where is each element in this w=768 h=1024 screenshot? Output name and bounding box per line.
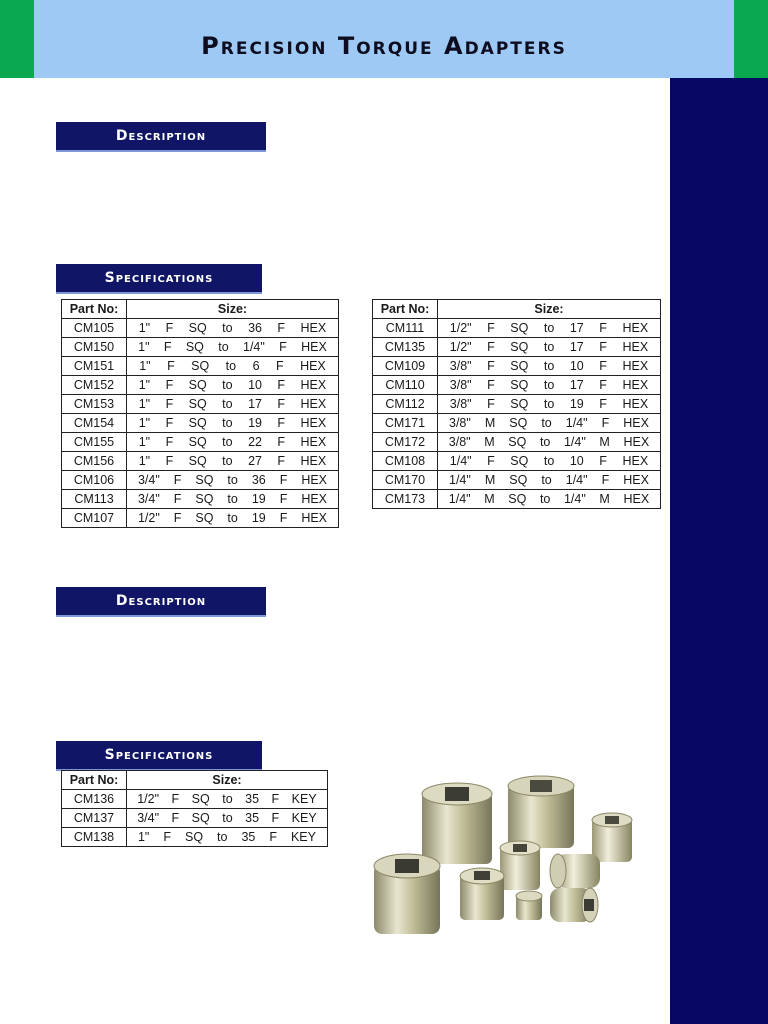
size-token: 1/4" bbox=[563, 435, 586, 449]
socket-medium-center bbox=[500, 841, 540, 890]
size-token: to bbox=[227, 511, 238, 525]
size-token: 17 bbox=[248, 397, 262, 411]
size-token: F bbox=[599, 378, 607, 392]
size-token: to bbox=[222, 397, 233, 411]
part-no-header: Part No: bbox=[62, 771, 127, 790]
size-token: F bbox=[275, 359, 284, 373]
size-token: HEX bbox=[301, 473, 328, 487]
size-token: SQ bbox=[508, 435, 527, 449]
size-token: F bbox=[599, 359, 607, 373]
table-row bbox=[62, 433, 339, 452]
size-token: SQ bbox=[195, 492, 214, 506]
size-token: HEX bbox=[301, 511, 328, 525]
size-token: HEX bbox=[300, 435, 327, 449]
size-token: SQ bbox=[510, 397, 529, 411]
part-no-cell: CM172 bbox=[373, 433, 438, 452]
size-token: HEX bbox=[622, 378, 649, 392]
size-token: F bbox=[599, 321, 607, 335]
size-token: F bbox=[277, 321, 286, 335]
section-header-specifications-1: Specifications bbox=[56, 264, 262, 294]
table-row bbox=[373, 395, 661, 414]
size-token: to bbox=[222, 378, 233, 392]
part-no-cell: CM150 bbox=[62, 338, 127, 357]
size-cell bbox=[438, 471, 661, 490]
size-token: to bbox=[543, 378, 555, 392]
size-token: 10 bbox=[248, 378, 262, 392]
part-no-cell: CM110 bbox=[373, 376, 438, 395]
socket-medium-front bbox=[460, 868, 504, 920]
part-no-cell: CM107 bbox=[62, 509, 127, 528]
size-cell bbox=[127, 414, 339, 433]
size-token: to bbox=[541, 416, 552, 430]
part-no-cell: CM137 bbox=[62, 809, 127, 828]
part-no-cell: CM138 bbox=[62, 828, 127, 847]
table-row bbox=[373, 490, 661, 509]
part-no-cell: CM152 bbox=[62, 376, 127, 395]
size-token: to bbox=[225, 359, 237, 373]
size-token: F bbox=[269, 830, 277, 844]
size-token: F bbox=[277, 416, 286, 430]
size-token: SQ bbox=[191, 792, 210, 806]
socket-large-back-left bbox=[422, 783, 492, 864]
size-cell bbox=[127, 433, 339, 452]
spec-table-2 bbox=[372, 299, 661, 509]
table-header-row bbox=[373, 300, 661, 319]
table-row bbox=[373, 414, 661, 433]
size-token: F bbox=[487, 454, 495, 468]
size-token: F bbox=[165, 454, 174, 468]
table-header-row bbox=[62, 300, 339, 319]
size-token: M bbox=[484, 473, 496, 487]
part-no-cell: CM112 bbox=[373, 395, 438, 414]
part-no-cell: CM170 bbox=[373, 471, 438, 490]
size-cell bbox=[127, 828, 328, 847]
size-token: 35 bbox=[245, 811, 260, 825]
size-token: 27 bbox=[248, 454, 262, 468]
size-token: HEX bbox=[623, 492, 650, 506]
size-cell bbox=[438, 376, 661, 395]
size-token: to bbox=[543, 454, 555, 468]
size-token: HEX bbox=[300, 454, 327, 468]
size-token: to bbox=[227, 492, 238, 506]
size-token: SQ bbox=[188, 397, 207, 411]
size-token: M bbox=[599, 492, 610, 506]
size-cell bbox=[438, 319, 661, 338]
size-token: HEX bbox=[300, 378, 327, 392]
size-token: F bbox=[599, 454, 607, 468]
size-token: to bbox=[539, 435, 551, 449]
size-token: KEY bbox=[291, 792, 317, 806]
size-token: to bbox=[227, 473, 238, 487]
size-token: F bbox=[173, 473, 182, 487]
size-token: F bbox=[277, 435, 286, 449]
size-token: HEX bbox=[623, 435, 650, 449]
section-header-description-1: Description bbox=[56, 122, 266, 152]
size-token: SQ bbox=[191, 359, 210, 373]
part-no-header: Part No: bbox=[62, 300, 127, 319]
size-token: to bbox=[539, 492, 551, 506]
size-cell bbox=[127, 338, 339, 357]
size-token: F bbox=[163, 340, 172, 354]
size-token: 1" bbox=[138, 378, 151, 392]
socket-lying-right bbox=[550, 854, 600, 888]
table-header-row bbox=[62, 771, 328, 790]
size-token: to bbox=[222, 811, 233, 825]
size-cell bbox=[438, 357, 661, 376]
size-token: F bbox=[279, 340, 287, 354]
size-token: 1/2" bbox=[137, 792, 160, 806]
size-token: 19 bbox=[251, 492, 266, 506]
size-token: SQ bbox=[195, 511, 214, 525]
size-token: F bbox=[173, 511, 182, 525]
size-token: F bbox=[487, 359, 495, 373]
table-row bbox=[62, 452, 339, 471]
part-no-cell: CM135 bbox=[373, 338, 438, 357]
size-token: to bbox=[222, 435, 233, 449]
size-token: HEX bbox=[300, 397, 327, 411]
size-token: F bbox=[279, 511, 288, 525]
part-no-cell: CM109 bbox=[373, 357, 438, 376]
size-token: HEX bbox=[622, 359, 649, 373]
table-row bbox=[62, 471, 339, 490]
size-token: F bbox=[277, 454, 286, 468]
size-token: F bbox=[277, 378, 286, 392]
part-no-cell: CM156 bbox=[62, 452, 127, 471]
size-token: 1/4" bbox=[449, 454, 472, 468]
size-token: F bbox=[601, 473, 610, 487]
size-token: 1" bbox=[138, 435, 151, 449]
part-no-cell: CM113 bbox=[62, 490, 127, 509]
size-token: HEX bbox=[622, 397, 649, 411]
size-cell bbox=[438, 414, 661, 433]
table-row bbox=[373, 338, 661, 357]
size-token: 1/4" bbox=[565, 473, 588, 487]
size-token: SQ bbox=[185, 340, 204, 354]
size-token: to bbox=[543, 321, 555, 335]
size-token: to bbox=[222, 321, 233, 335]
size-token: 1/4" bbox=[565, 416, 588, 430]
size-token: 1" bbox=[138, 397, 151, 411]
table-row bbox=[62, 376, 339, 395]
socket-small-front bbox=[516, 891, 542, 920]
size-token: M bbox=[484, 492, 495, 506]
size-token: to bbox=[222, 792, 233, 806]
size-token: 1/4" bbox=[448, 492, 471, 506]
size-token: SQ bbox=[509, 473, 528, 487]
part-no-cell: CM171 bbox=[373, 414, 438, 433]
size-token: F bbox=[599, 397, 607, 411]
size-token: HEX bbox=[300, 359, 326, 373]
size-token: SQ bbox=[509, 416, 528, 430]
size-token: SQ bbox=[510, 321, 529, 335]
size-token: M bbox=[484, 435, 495, 449]
size-token: to bbox=[543, 359, 555, 373]
size-token: 19 bbox=[251, 511, 266, 525]
size-token: 1/4" bbox=[563, 492, 586, 506]
size-token: F bbox=[487, 321, 495, 335]
table-row bbox=[62, 395, 339, 414]
size-token: 10 bbox=[569, 454, 584, 468]
size-token: M bbox=[484, 416, 496, 430]
socket-small-right bbox=[592, 813, 632, 862]
socket-large-back-right bbox=[508, 776, 574, 848]
table-row bbox=[62, 357, 339, 376]
size-header: Size: bbox=[127, 771, 328, 790]
size-token: 3/4" bbox=[137, 473, 160, 487]
size-token: SQ bbox=[195, 473, 214, 487]
size-token: 1" bbox=[138, 454, 151, 468]
size-token: SQ bbox=[508, 492, 527, 506]
table-row bbox=[373, 471, 661, 490]
size-token: HEX bbox=[301, 492, 328, 506]
size-token: F bbox=[173, 492, 182, 506]
size-token: F bbox=[165, 435, 174, 449]
size-token: 3/8" bbox=[448, 435, 471, 449]
size-token: F bbox=[487, 397, 495, 411]
size-token: KEY bbox=[290, 830, 316, 844]
size-token: F bbox=[163, 830, 171, 844]
table-row bbox=[62, 790, 328, 809]
size-cell bbox=[127, 790, 328, 809]
size-token: SQ bbox=[188, 454, 207, 468]
size-token: HEX bbox=[622, 321, 649, 335]
size-token: F bbox=[165, 321, 174, 335]
size-token: 3/8" bbox=[449, 416, 471, 430]
size-token: 17 bbox=[569, 340, 584, 354]
size-token: to bbox=[541, 473, 552, 487]
size-token: 3/8" bbox=[449, 397, 472, 411]
size-cell bbox=[127, 357, 339, 376]
adapters-product-photo bbox=[360, 770, 650, 960]
size-token: 35 bbox=[241, 830, 256, 844]
size-token: to bbox=[222, 454, 233, 468]
size-token: 3/4" bbox=[137, 811, 160, 825]
size-token: F bbox=[165, 416, 174, 430]
size-token: 1" bbox=[138, 340, 150, 354]
size-token: KEY bbox=[291, 811, 317, 825]
part-no-cell: CM111 bbox=[373, 319, 438, 338]
size-cell bbox=[127, 471, 339, 490]
socket-front-left bbox=[374, 854, 440, 934]
size-header: Size: bbox=[127, 300, 339, 319]
size-token: 36 bbox=[251, 473, 266, 487]
size-cell bbox=[438, 452, 661, 471]
size-cell bbox=[127, 809, 328, 828]
size-token: 1" bbox=[138, 321, 151, 335]
size-token: SQ bbox=[510, 340, 529, 354]
part-no-cell: CM105 bbox=[62, 319, 127, 338]
size-token: 19 bbox=[248, 416, 262, 430]
spec-table-3 bbox=[61, 770, 328, 847]
size-token: F bbox=[165, 378, 174, 392]
spec-table-1 bbox=[61, 299, 339, 528]
size-token: HEX bbox=[623, 416, 649, 430]
size-cell bbox=[438, 433, 661, 452]
size-token: SQ bbox=[188, 378, 207, 392]
size-token: M bbox=[599, 435, 610, 449]
size-token: to bbox=[222, 416, 233, 430]
part-no-header: Part No: bbox=[373, 300, 438, 319]
part-no-cell: CM155 bbox=[62, 433, 127, 452]
table-row bbox=[373, 433, 661, 452]
size-token: 17 bbox=[569, 378, 584, 392]
size-token: F bbox=[279, 473, 288, 487]
part-no-cell: CM151 bbox=[62, 357, 127, 376]
size-token: 22 bbox=[248, 435, 262, 449]
size-token: to bbox=[543, 340, 555, 354]
size-token: 3/8" bbox=[449, 378, 472, 392]
size-token: 1" bbox=[138, 416, 151, 430]
size-token: HEX bbox=[622, 340, 649, 354]
size-token: SQ bbox=[510, 359, 529, 373]
table-row bbox=[62, 490, 339, 509]
part-no-cell: CM154 bbox=[62, 414, 127, 433]
size-token: SQ bbox=[188, 416, 207, 430]
socket-lying-front bbox=[550, 888, 598, 922]
size-token: 1/4" bbox=[449, 473, 471, 487]
side-bar-decoration bbox=[670, 78, 768, 1024]
size-token: 17 bbox=[569, 321, 584, 335]
size-cell bbox=[127, 395, 339, 414]
size-token: HEX bbox=[300, 416, 327, 430]
size-token: F bbox=[279, 492, 288, 506]
size-token: to bbox=[218, 340, 229, 354]
size-cell bbox=[127, 452, 339, 471]
size-token: 6 bbox=[252, 359, 260, 373]
size-token: 1" bbox=[137, 830, 150, 844]
size-cell bbox=[438, 490, 661, 509]
table-row bbox=[62, 319, 339, 338]
size-token: SQ bbox=[510, 378, 529, 392]
table-row bbox=[373, 319, 661, 338]
table-row bbox=[62, 509, 339, 528]
table-row bbox=[62, 414, 339, 433]
size-token: 3/8" bbox=[449, 359, 472, 373]
size-token: SQ bbox=[188, 435, 207, 449]
table-row bbox=[373, 452, 661, 471]
size-token: HEX bbox=[622, 454, 649, 468]
part-no-cell: CM153 bbox=[62, 395, 127, 414]
size-token: 3/4" bbox=[137, 492, 160, 506]
part-no-cell: CM106 bbox=[62, 471, 127, 490]
size-token: HEX bbox=[301, 340, 327, 354]
size-token: F bbox=[487, 378, 495, 392]
size-token: SQ bbox=[188, 321, 207, 335]
size-token: HEX bbox=[300, 321, 327, 335]
size-cell bbox=[127, 319, 339, 338]
part-no-cell: CM108 bbox=[373, 452, 438, 471]
size-cell bbox=[127, 490, 339, 509]
size-token: SQ bbox=[191, 811, 210, 825]
size-token: F bbox=[601, 416, 610, 430]
size-token: to bbox=[217, 830, 228, 844]
size-token: F bbox=[271, 792, 280, 806]
size-token: 19 bbox=[569, 397, 584, 411]
size-cell bbox=[438, 338, 661, 357]
size-token: 1/4" bbox=[243, 340, 265, 354]
table-row bbox=[62, 809, 328, 828]
size-token: SQ bbox=[184, 830, 204, 844]
size-token: F bbox=[171, 792, 180, 806]
size-token: 1" bbox=[139, 359, 151, 373]
size-token: 35 bbox=[245, 792, 260, 806]
size-token: HEX bbox=[623, 473, 649, 487]
size-cell bbox=[127, 509, 339, 528]
page-title: Precision Torque Adapters bbox=[201, 32, 567, 60]
size-header: Size: bbox=[438, 300, 661, 319]
table-row bbox=[62, 828, 328, 847]
section-header-specifications-2: Specifications bbox=[56, 741, 262, 771]
size-token: F bbox=[599, 340, 607, 354]
size-token: 36 bbox=[248, 321, 262, 335]
size-token: to bbox=[543, 397, 555, 411]
size-cell bbox=[127, 376, 339, 395]
size-token: 10 bbox=[569, 359, 584, 373]
size-token: 1/2" bbox=[449, 340, 472, 354]
part-no-cell: CM173 bbox=[373, 490, 438, 509]
size-cell bbox=[438, 395, 661, 414]
size-token: F bbox=[165, 397, 174, 411]
size-token: F bbox=[277, 397, 286, 411]
size-token: 1/2" bbox=[137, 511, 160, 525]
size-token: F bbox=[167, 359, 175, 373]
size-token: 1/2" bbox=[449, 321, 472, 335]
part-no-cell: CM136 bbox=[62, 790, 127, 809]
table-row bbox=[373, 357, 661, 376]
size-token: F bbox=[271, 811, 280, 825]
size-token: F bbox=[487, 340, 495, 354]
table-row bbox=[62, 338, 339, 357]
table-row bbox=[373, 376, 661, 395]
size-token: F bbox=[171, 811, 180, 825]
size-token: SQ bbox=[510, 454, 529, 468]
section-header-description-2: Description bbox=[56, 587, 266, 617]
